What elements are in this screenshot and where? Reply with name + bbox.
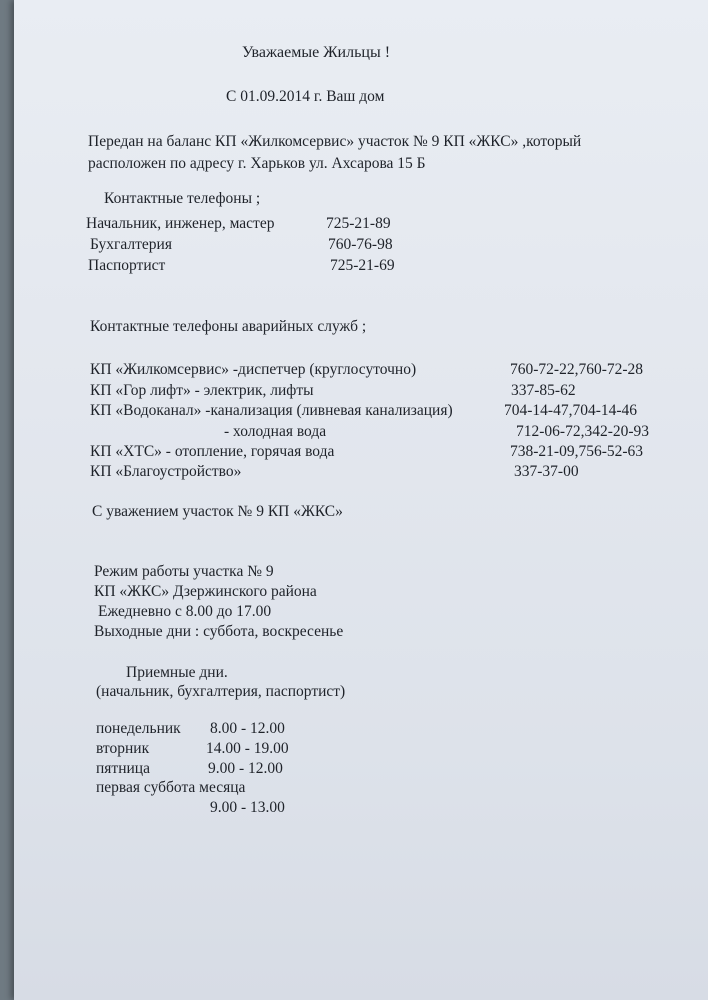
- reception-hours: 9.00 - 12.00: [208, 760, 283, 777]
- reception-day: вторник: [96, 740, 150, 757]
- intro-line-1: Передан на баланс КП «Жилкомсервис» участок № 9 КП «ЖКС» ,который: [88, 133, 582, 150]
- reception-saturday-hours: 9.00 - 13.00: [210, 799, 285, 816]
- reception-saturday-label: первая суббота месяца: [96, 779, 246, 796]
- reception-day: понедельник: [96, 720, 181, 737]
- contact-label: Начальник, инженер, мастер: [86, 215, 275, 232]
- date-line: С 01.09.2014 г. Ваш дом: [226, 88, 385, 105]
- schedule-line: КП «ЖКС» Дзержинского района: [94, 583, 317, 600]
- emergency-phone: 337-37-00: [514, 463, 579, 480]
- reception-hours: 8.00 - 12.00: [210, 720, 285, 737]
- intro-line-2: расположен по адресу г. Харьков ул. Ахсарова 15 Б: [88, 155, 426, 172]
- contact-phone: 760-76-98: [328, 236, 393, 253]
- greeting-heading: Уважаемые Жильцы !: [242, 44, 391, 61]
- emergency-label: КП «Водоканал» -канализация (ливневая канализация): [90, 402, 453, 419]
- contact-label: Бухгалтерия: [90, 236, 172, 253]
- document-sheet: [14, 0, 708, 1000]
- contact-phone: 725-21-69: [330, 257, 395, 274]
- emergency-title: Контактные телефоны аварийных служб ;: [90, 318, 367, 335]
- reception-hours: 14.00 - 19.00: [206, 740, 289, 757]
- emergency-phone: 704-14-47,704-14-46: [504, 402, 638, 419]
- emergency-phone: 760-72-22,760-72-28: [510, 361, 644, 378]
- signature-line: С уважением участок № 9 КП «ЖКС»: [92, 503, 343, 520]
- emergency-label: КП «Гор лифт» - электрик, лифты: [90, 382, 314, 399]
- schedule-line: Выходные дни : суббота, воскресенье: [94, 623, 344, 640]
- contact-label: Паспортист: [88, 257, 166, 274]
- emergency-label: КП «Благоустройство»: [90, 463, 242, 480]
- emergency-label: КП «ХТС» - отопление, горячая вода: [90, 443, 335, 460]
- schedule-line: Ежедневно с 8.00 до 17.00: [98, 603, 272, 620]
- reception-subtitle: (начальник, бухгалтерия, паспортист): [96, 683, 346, 700]
- reception-day: пятница: [96, 760, 150, 777]
- reception-title: Приемные дни.: [126, 664, 228, 681]
- emergency-phone: 738-21-09,756-52-63: [510, 443, 644, 460]
- schedule-line: Режим работы участка № 9: [94, 563, 274, 580]
- emergency-label: КП «Жилкомсервис» -диспетчер (круглосуточно): [90, 361, 417, 378]
- contacts-title: Контактные телефоны ;: [104, 190, 261, 207]
- contact-phone: 725-21-89: [326, 215, 391, 232]
- emergency-label: - холодная вода: [224, 423, 327, 440]
- emergency-phone: 337-85-62: [511, 382, 576, 399]
- emergency-phone: 712-06-72,342-20-93: [516, 423, 650, 440]
